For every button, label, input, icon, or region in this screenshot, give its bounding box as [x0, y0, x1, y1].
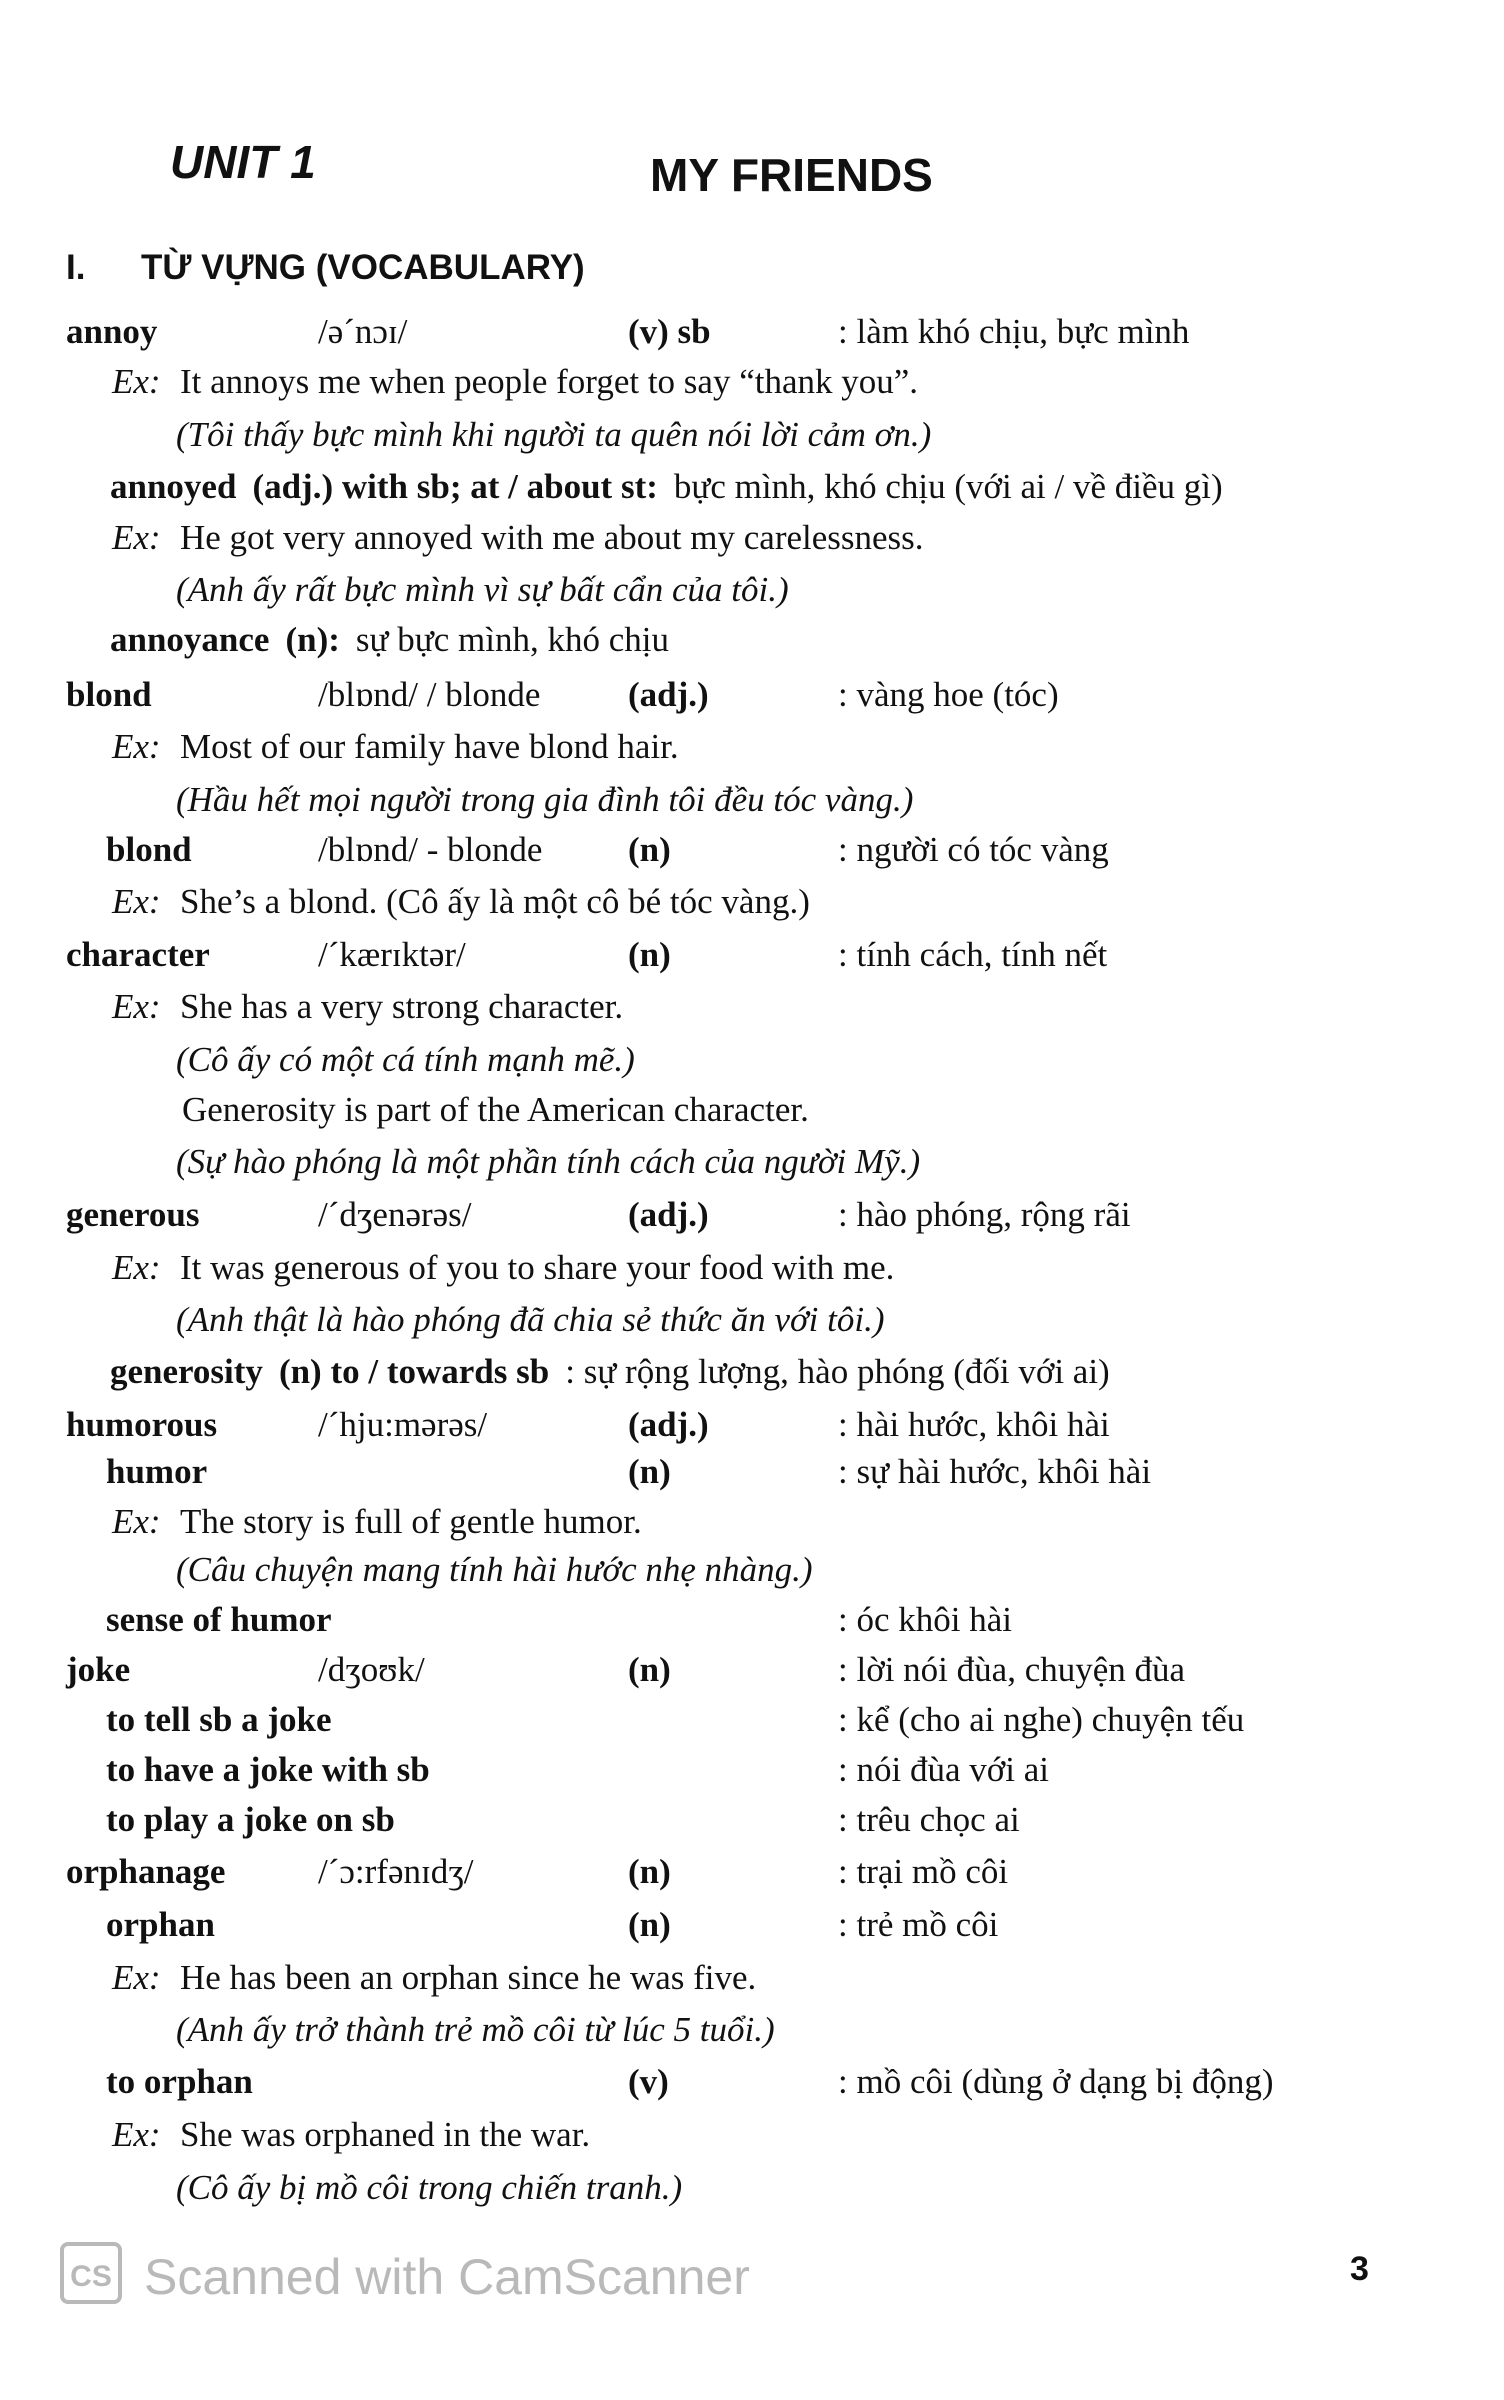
meaning: : lời nói đùa, chuyện đùa — [838, 1650, 1186, 1689]
vocab-word-row — [0, 1195, 1504, 1245]
sub-headword: to have a joke with sb — [106, 1750, 430, 1789]
example-text: She has a very strong character. — [180, 987, 624, 1026]
vocab-sub-row — [0, 467, 1504, 517]
vocab-ex-row — [0, 362, 1504, 412]
vocab-sub-row — [0, 1352, 1504, 1402]
part-of-speech: (n) — [628, 1905, 671, 1944]
vocab-tr-row — [0, 415, 1504, 465]
translation: (Sự hào phóng là một phần tính cách của người Mỹ.) — [176, 1142, 921, 1181]
headword: annoy — [66, 312, 158, 351]
vocab-word-row — [0, 1650, 1504, 1700]
sub-headword: annoyed — [110, 467, 237, 506]
meaning: : óc khôi hài — [838, 1600, 1012, 1639]
example-label: Ex: — [112, 2115, 161, 2154]
sub-headword: humor — [106, 1452, 208, 1491]
translation: (Cô ấy bị mồ côi trong chiến tranh.) — [176, 2168, 683, 2207]
meaning: : vàng hoe (tóc) — [838, 675, 1059, 714]
vocab-ex-row — [0, 882, 1504, 932]
part-of-speech: (n) — [628, 1650, 671, 1689]
meaning: : trại mồ côi — [838, 1852, 1009, 1891]
meaning: : kể (cho ai nghe) chuyện tếu — [838, 1700, 1245, 1739]
meaning: : hài hước, khôi hài — [838, 1405, 1110, 1444]
vocab-tr-row — [0, 780, 1504, 830]
example-text: She’s a blond. (Cô ấy là một cô bé tóc vàng.) — [180, 882, 810, 921]
part-of-speech: (v) — [628, 2062, 669, 2101]
page-number: 3 — [1350, 2250, 1369, 2288]
vocab-ex-row — [0, 2115, 1504, 2165]
sub-headword: blond — [106, 830, 192, 869]
sub-headword: to play a joke on sb — [106, 1800, 395, 1839]
meaning: : nói đùa với ai — [838, 1750, 1049, 1789]
meaning: : làm khó chịu, bực mình — [838, 312, 1190, 351]
vocab-subw-row — [0, 1452, 1504, 1502]
part-of-speech: (v) sb — [628, 312, 711, 351]
translation: (Cô ấy có một cá tính mạnh mẽ.) — [176, 1040, 635, 1079]
vocab-tr-row — [0, 1142, 1504, 1192]
translation: (Tôi thấy bực mình khi người ta quên nói lời cảm ơn.) — [176, 415, 932, 454]
translation: (Anh thật là hào phóng đã chia sẻ thức ăn với tôi.) — [176, 1300, 885, 1339]
sub-headword: to orphan — [106, 2062, 253, 2101]
page-title: MY FRIENDS — [650, 149, 933, 201]
vocab-word-row — [0, 1852, 1504, 1902]
example-text: The story is full of gentle humor. — [180, 1502, 642, 1541]
unit-label: UNIT 1 — [170, 136, 316, 188]
example-text: He got very annoyed with me about my carelessness. — [180, 518, 924, 557]
vocab-tr-row — [0, 1300, 1504, 1350]
phonetic: /blɒnd/ - blonde — [318, 830, 543, 869]
vocab-subw-row — [0, 1800, 1504, 1850]
example-label: Ex: — [112, 727, 161, 766]
headword: character — [66, 935, 210, 974]
vocab-subw-row — [0, 1905, 1504, 1955]
vocab-subw-row — [0, 830, 1504, 880]
example-text: Generosity is part of the American character. — [182, 1090, 809, 1129]
meaning: bực mình, khó chịu (với ai / về điều gì) — [673, 467, 1223, 506]
example-text: He has been an orphan since he was five. — [180, 1958, 757, 1997]
part-of-speech: (n) — [628, 1852, 671, 1891]
part-of-speech: (adj.) — [628, 1405, 709, 1444]
vocab-subw-row — [0, 2062, 1504, 2112]
sub-headword: generosity — [110, 1352, 263, 1391]
meaning: : sự rộng lượng, hào phóng (đối với ai) — [565, 1352, 1110, 1391]
meaning: : trêu chọc ai — [838, 1800, 1020, 1839]
vocab-word-row — [0, 675, 1504, 725]
example-label: Ex: — [112, 882, 161, 921]
phonetic: /´ɔ:rfənɪdʒ/ — [318, 1852, 474, 1891]
example-text: She was orphaned in the war. — [180, 2115, 591, 2154]
vocab-ex-row — [0, 1502, 1504, 1552]
translation: (Câu chuyện mang tính hài hước nhẹ nhàng.) — [176, 1550, 813, 1589]
headword: orphanage — [66, 1852, 226, 1891]
vocab-subw-row — [0, 1750, 1504, 1800]
scanner-watermark: Scanned with CamScanner — [144, 2249, 750, 2305]
phonetic: /´kærɪktər/ — [318, 935, 466, 974]
phonetic: /dʒoʊk/ — [318, 1650, 425, 1689]
vocab-ex-row — [0, 727, 1504, 777]
vocab-tr-row — [0, 1550, 1504, 1600]
phonetic: /blɒnd/ / blonde — [318, 675, 541, 714]
vocab-ex-row — [0, 1248, 1504, 1298]
example-label: Ex: — [112, 987, 161, 1026]
translation: (Hầu hết mọi người trong gia đình tôi đều tóc vàng.) — [176, 780, 914, 819]
part-of-speech: (n) — [628, 830, 671, 869]
example-label: Ex: — [112, 518, 161, 557]
phonetic: /ə´nɔɪ/ — [318, 312, 408, 351]
example-label: Ex: — [112, 1502, 161, 1541]
meaning: : trẻ mồ côi — [838, 1905, 999, 1944]
sub-headword: orphan — [106, 1905, 215, 1944]
vocab-plain-row — [0, 1090, 1504, 1140]
vocab-ex-row — [0, 1958, 1504, 2008]
meaning: : tính cách, tính nết — [838, 935, 1108, 974]
vocab-sub-row — [0, 620, 1504, 670]
vocab-word-row — [0, 1405, 1504, 1455]
meaning: : hào phóng, rộng rãi — [838, 1195, 1131, 1234]
part-of-speech: (n) — [628, 1452, 671, 1491]
grammar-note: (adj.) with sb; at / about st: — [252, 467, 658, 506]
sub-headword: annoyance — [110, 620, 270, 659]
grammar-note: (n): — [285, 620, 340, 659]
headword: blond — [66, 675, 152, 714]
translation: (Anh ấy trở thành trẻ mồ côi từ lúc 5 tuổi.) — [176, 2010, 775, 2049]
headword: joke — [66, 1650, 131, 1689]
vocab-tr-row — [0, 2010, 1504, 2060]
part-of-speech: (adj.) — [628, 675, 709, 714]
vocab-tr-row — [0, 2168, 1504, 2218]
example-text: It annoys me when people forget to say “thank you”. — [180, 362, 919, 401]
phonetic: /´dʒenərəs/ — [318, 1195, 472, 1234]
grammar-note: (n) to / towards sb — [278, 1352, 550, 1391]
part-of-speech: (n) — [628, 935, 671, 974]
section-number: I. — [66, 248, 86, 287]
example-text: It was generous of you to share your food with me. — [180, 1248, 895, 1287]
sub-headword: sense of humor — [106, 1600, 332, 1639]
vocab-ex-row — [0, 518, 1504, 568]
section-title: TỪ VỰNG (VOCABULARY) — [141, 248, 585, 287]
meaning: sự bực mình, khó chịu — [355, 620, 669, 659]
vocab-ex-row — [0, 987, 1504, 1037]
phonetic: /´hju:mərəs/ — [318, 1405, 488, 1444]
vocab-subw-row — [0, 1600, 1504, 1650]
meaning: : người có tóc vàng — [838, 830, 1109, 869]
translation: (Anh ấy rất bực mình vì sự bất cẩn của tôi.) — [176, 570, 789, 609]
vocab-word-row — [0, 935, 1504, 985]
meaning: : mồ côi (dùng ở dạng bị động) — [838, 2062, 1274, 2101]
example-text: Most of our family have blond hair. — [180, 727, 679, 766]
headword: generous — [66, 1195, 200, 1234]
meaning: : sự hài hước, khôi hài — [838, 1452, 1152, 1491]
part-of-speech: (adj.) — [628, 1195, 709, 1234]
camscanner-logo-icon: CS — [60, 2242, 122, 2304]
sub-headword: to tell sb a joke — [106, 1700, 332, 1739]
section-heading — [66, 248, 585, 288]
vocab-subw-row — [0, 1700, 1504, 1750]
headword: humorous — [66, 1405, 218, 1444]
example-label: Ex: — [112, 1958, 161, 1997]
vocab-tr-row — [0, 570, 1504, 620]
vocab-tr-row — [0, 1040, 1504, 1090]
example-label: Ex: — [112, 1248, 161, 1287]
vocab-word-row — [0, 312, 1504, 362]
example-label: Ex: — [112, 362, 161, 401]
